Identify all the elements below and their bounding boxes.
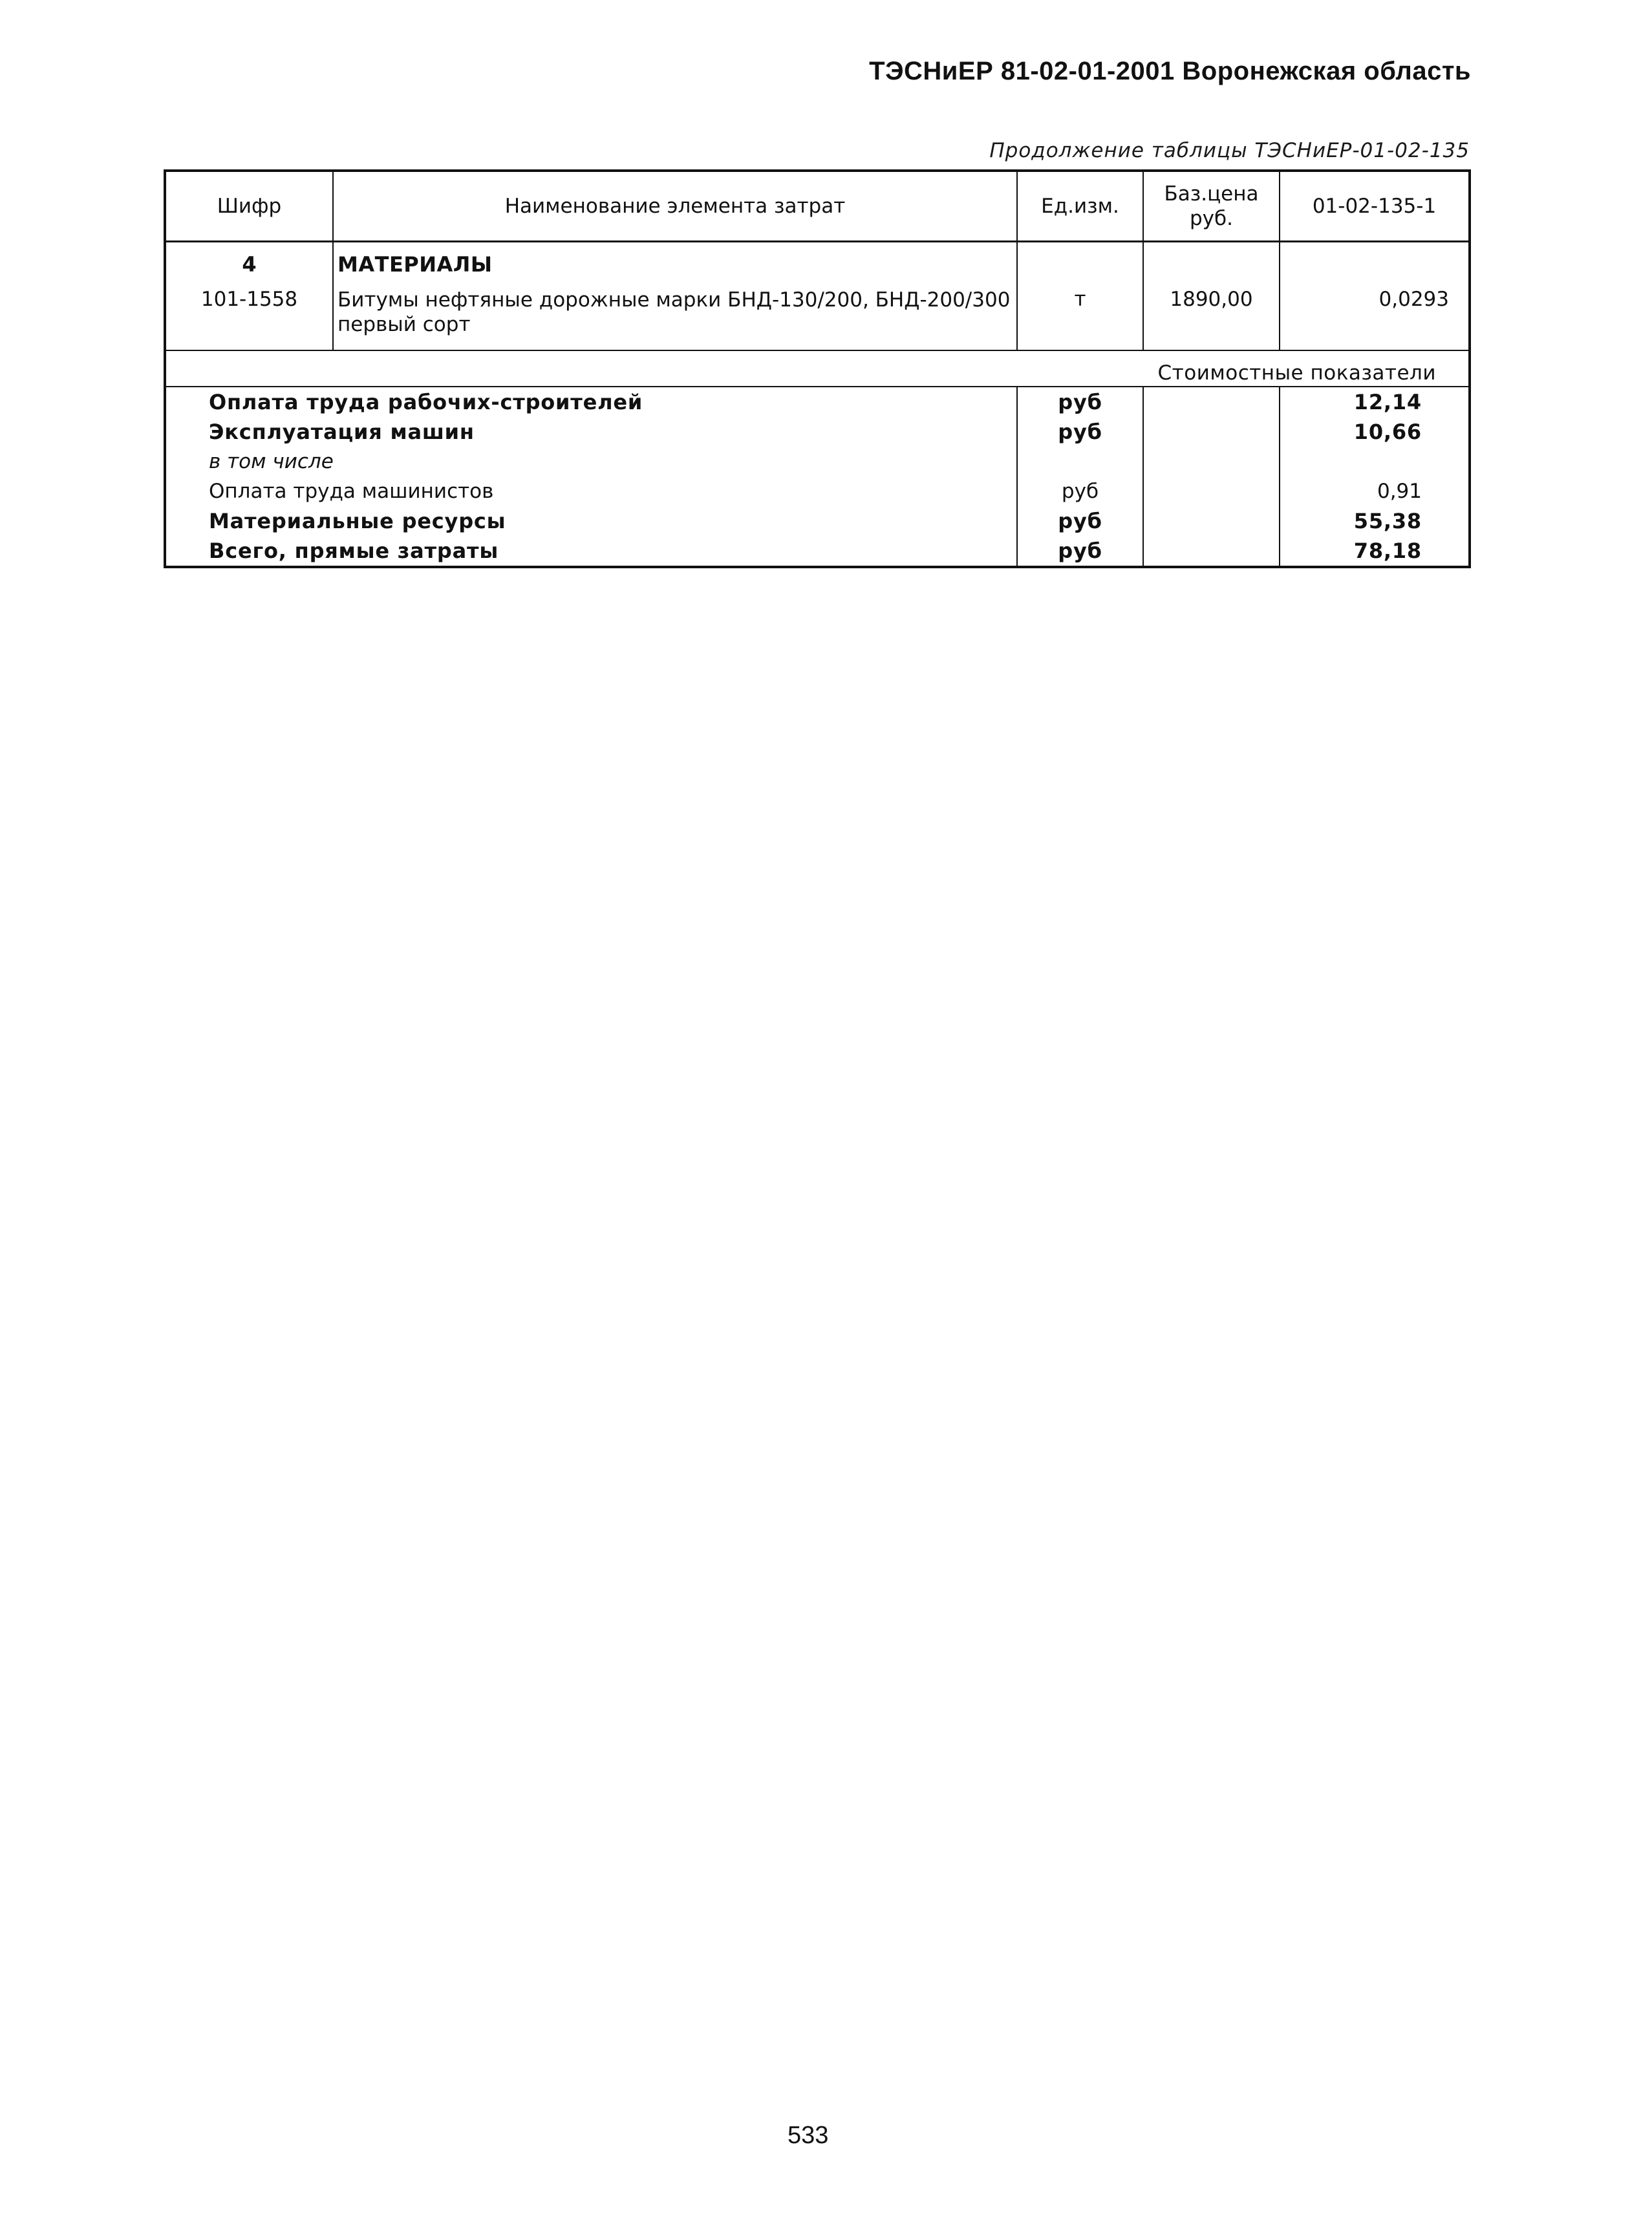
summary-unit: руб (1017, 536, 1143, 567)
column-header-code: Шифр (165, 171, 333, 242)
summary-unit: руб (1017, 476, 1143, 506)
section-code: 4 (165, 242, 333, 282)
table-header-row (165, 171, 1470, 242)
section-price-cell (1143, 242, 1280, 282)
summary-label: Оплата труда машинистов (165, 476, 1017, 506)
cost-heading-row (165, 350, 1470, 387)
summary-value: 10,66 (1280, 417, 1470, 447)
page-header-title: ТЭСНиЕР 81-02-01-2001 Воронежская область (869, 57, 1471, 85)
resource-name: Битумы нефтяные дорожные марки БНД-130/200, БНД-200/300 первый сорт (333, 281, 1017, 350)
summary-price-cell (1143, 476, 1280, 506)
section-row (165, 242, 1470, 282)
summary-row (165, 536, 1470, 567)
resource-unit: т (1017, 281, 1143, 350)
summary-unit (1017, 447, 1143, 476)
column-header-name: Наименование элемента затрат (333, 171, 1017, 242)
summary-price-cell (1143, 536, 1280, 567)
summary-row (165, 417, 1470, 447)
summary-price-cell (1143, 506, 1280, 536)
summary-row (165, 506, 1470, 536)
table-row (165, 281, 1470, 350)
summary-value (1280, 447, 1470, 476)
summary-price-cell (1143, 447, 1280, 476)
summary-price-cell (1143, 417, 1280, 447)
summary-unit: руб (1017, 417, 1143, 447)
resource-table (164, 169, 1471, 568)
resource-quantity: 0,0293 (1280, 281, 1470, 350)
summary-price-cell (1143, 387, 1280, 417)
summary-row (165, 476, 1470, 506)
section-norm-cell (1280, 242, 1470, 282)
column-header-unit: Ед.изм. (1017, 171, 1143, 242)
summary-unit: руб (1017, 387, 1143, 417)
column-header-price-line1: Баз.цена (1164, 182, 1259, 206)
summary-value: 0,91 (1280, 476, 1470, 506)
section-title: МАТЕРИАЛЫ (333, 242, 1017, 282)
section-unit-cell (1017, 242, 1143, 282)
summary-unit: руб (1017, 506, 1143, 536)
column-header-price-line2: руб. (1190, 207, 1233, 230)
summary-value: 12,14 (1280, 387, 1470, 417)
summary-value: 78,18 (1280, 536, 1470, 567)
resource-code: 101-1558 (165, 281, 333, 350)
resource-price: 1890,00 (1143, 281, 1280, 350)
summary-label: в том числе (165, 447, 1017, 476)
summary-row (165, 387, 1470, 417)
summary-label: Оплата труда рабочих-строителей (165, 387, 1017, 417)
table-continuation-note: Продолжение таблицы ТЭСНиЕР-01-02-135 (989, 139, 1470, 162)
resource-table-container (164, 169, 1468, 568)
summary-value: 55,38 (1280, 506, 1470, 536)
column-header-norm: 01-02-135-1 (1280, 171, 1470, 242)
page-number: 533 (788, 2122, 829, 2149)
column-header-price (1143, 171, 1280, 242)
summary-label: Эксплуатация машин (165, 417, 1017, 447)
summary-label: Всего, прямые затраты (165, 536, 1017, 567)
summary-row (165, 447, 1470, 476)
summary-label: Материальные ресурсы (165, 506, 1017, 536)
cost-heading: Стоимостные показатели (165, 350, 1470, 387)
